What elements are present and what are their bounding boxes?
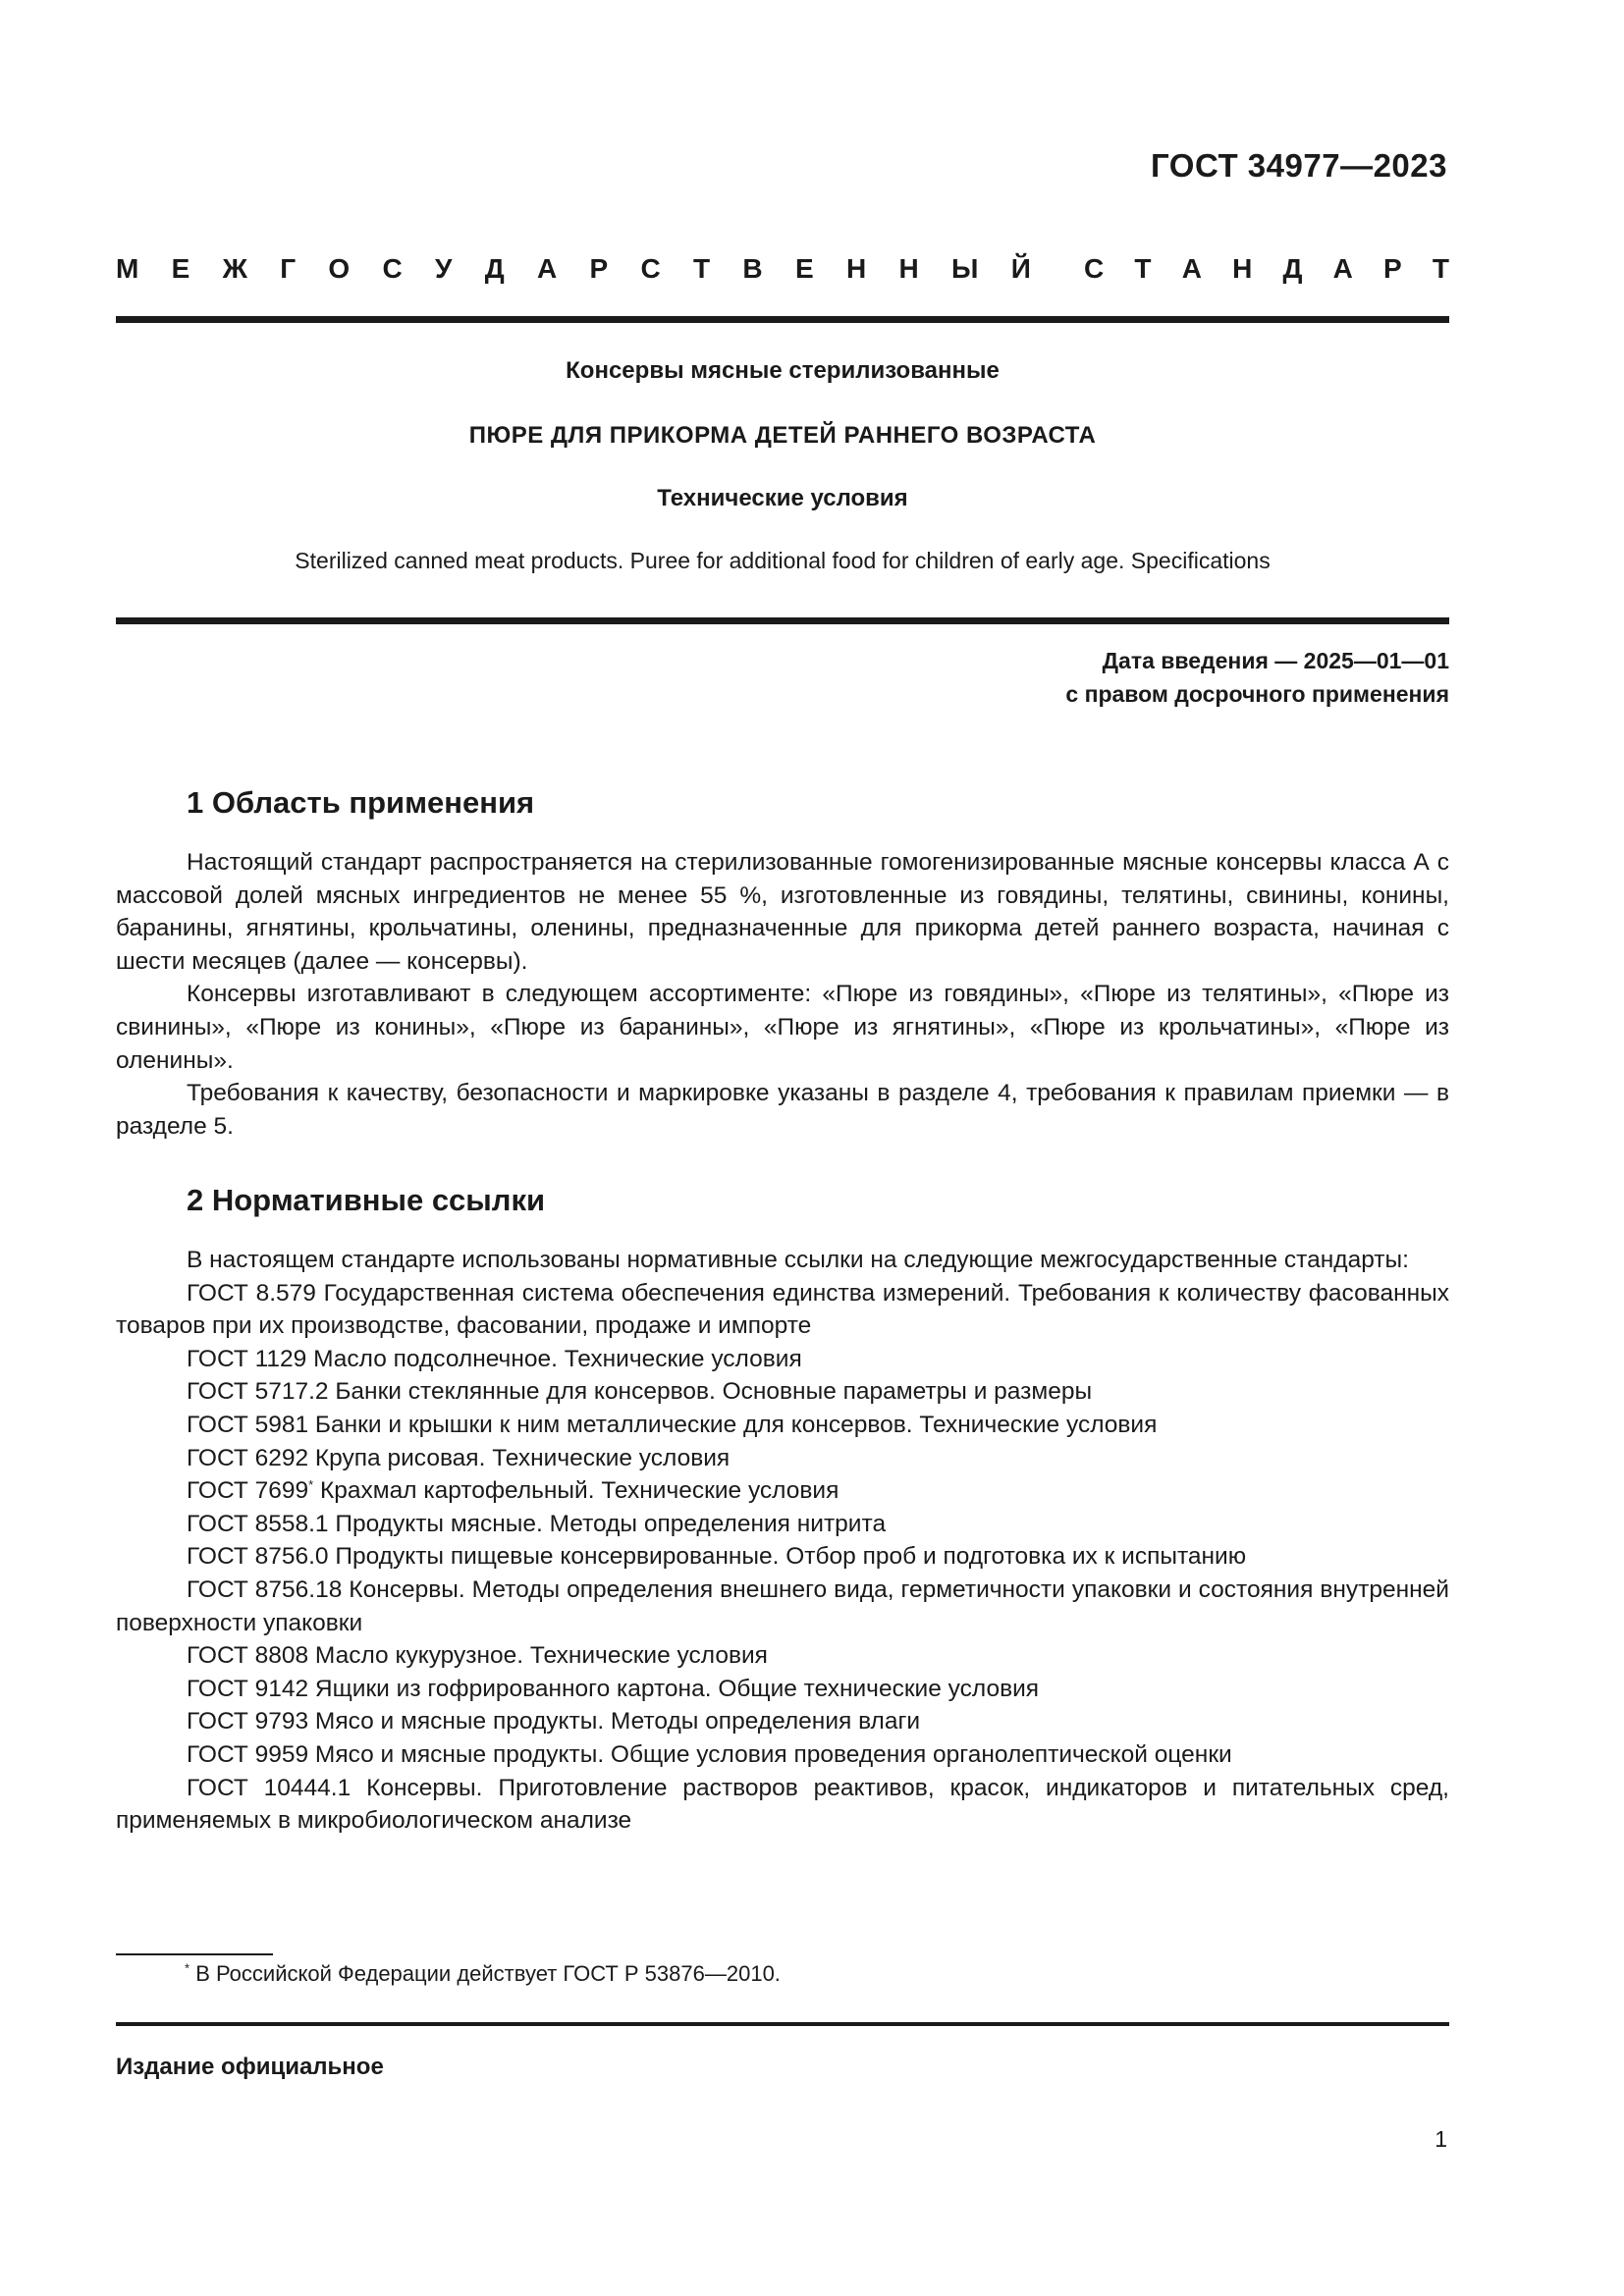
footer-divider	[116, 2022, 1449, 2026]
reference-item: ГОСТ 8.579 Государственная система обеспечения единства измерений. Требования к количеству фасованных товаров при их производстве, фасовании, продаже и импорте	[116, 1279, 1449, 1340]
banner-word-1: М Е Ж Г О С У Д А Р С Т В Е Н Н Ы Й	[116, 253, 1031, 284]
footnote	[185, 1961, 781, 1987]
banner-word-2: С Т А Н Д А Р Т	[1084, 253, 1449, 284]
section-1-paragraph: Настоящий стандарт распространяется на стерилизованные гомогенизированные мясные консервы класса А с массовой долей мясных ингредиентов не менее 55 %, изготовленные из говядины, телятины, свинины, конины, баранины, ягнятины, крольчатины, оленины, предназначенные для прикорма детей раннего возраста, начиная с шести месяцев (далее — консервы).	[116, 849, 1449, 975]
reference-item: ГОСТ 8756.18 Консервы. Методы определения внешнего вида, герметичности упаковки и состояния внутренней поверхности упаковки	[116, 1575, 1449, 1636]
footnote-mark: *	[185, 1960, 190, 1976]
reference-item: ГОСТ 1129 Масло подсолнечное. Технические условия	[187, 1345, 802, 1372]
section-2-heading: 2 Нормативные ссылки	[187, 1183, 546, 1217]
top-divider	[116, 316, 1449, 323]
reference-item: ГОСТ 5981 Банки и крышки к ним металлические для консервов. Технические условия	[187, 1411, 1158, 1438]
document-number: ГОСТ 34977—2023	[1151, 147, 1447, 184]
english-title: Sterilized canned meat products. Puree for additional food for children of early age. Specifications	[295, 548, 1271, 573]
document-type: Технические условия	[657, 485, 908, 511]
reference-item: ГОСТ 9959 Мясо и мясные продукты. Общие условия проведения органолептической оценки	[187, 1740, 1232, 1768]
introduction-date: Дата введения — 2025—01—01	[1102, 648, 1449, 673]
page-number: 1	[1435, 2126, 1447, 2152]
section-1-body	[116, 846, 1449, 1143]
official-edition-label: Издание официальное	[116, 2054, 384, 2080]
section-2-intro: В настоящем стандарте использованы нормативные ссылки на следующие межгосударственные стандарты:	[187, 1247, 1409, 1273]
interstate-standard-banner	[116, 253, 1449, 285]
section-1-paragraph: Консервы изготавливают в следующем ассортименте: «Пюре из говядины», «Пюре из телятины», «Пюре из свинины», «Пюре из конины», «Пюре из баранины», «Пюре из ягнятины», «Пюре из крольчатины», «Пюре из оленины».	[116, 981, 1449, 1074]
reference-item: ГОСТ 5717.2 Банки стеклянные для консервов. Основные параметры и размеры	[187, 1378, 1093, 1406]
document-title: ПЮРЕ ДЛЯ ПРИКОРМА ДЕТЕЙ РАННЕГО ВОЗРАСТА	[468, 422, 1097, 449]
reference-item: ГОСТ 8558.1 Продукты мясные. Методы определения нитрита	[187, 1510, 887, 1537]
section-1-heading: 1 Область применения	[187, 785, 535, 820]
product-subtitle: Консервы мясные стерилизованные	[566, 357, 1000, 384]
reference-item: ГОСТ 8756.0 Продукты пищевые консервированные. Отбор проб и подготовка их к испытанию	[187, 1543, 1247, 1571]
reference-item: ГОСТ 9142 Ящики из гофрированного картона. Общие технические условия	[187, 1675, 1040, 1702]
section-2-body	[116, 1244, 1449, 1838]
reference-item: ГОСТ 6292 Крупа рисовая. Технические условия	[187, 1444, 731, 1471]
early-application-note: с правом досрочного применения	[1065, 681, 1449, 707]
reference-item: ГОСТ 9793 Мясо и мясные продукты. Методы определения влаги	[187, 1708, 921, 1735]
introduction-date-block	[1065, 644, 1449, 711]
reference-item: ГОСТ 10444.1 Консервы. Приготовление растворов реактивов, красок, индикаторов и питательных сред, применяемых в микробиологическом анализе	[116, 1774, 1449, 1835]
footnote-marker: *	[308, 1477, 314, 1492]
footnote-text: В Российской Федерации действует ГОСТ Р 53876—2010.	[195, 1961, 781, 1986]
title-divider	[116, 617, 1449, 624]
footnote-divider	[116, 1953, 273, 1955]
reference-item: ГОСТ 8808 Масло кукурузное. Технические условия	[187, 1642, 768, 1670]
section-1-paragraph: Требования к качеству, безопасности и маркировке указаны в разделе 4, требования к правилам приемки — в разделе 5.	[116, 1080, 1449, 1140]
reference-item: ГОСТ 7699* Крахмал картофельный. Технические условия	[187, 1477, 839, 1505]
